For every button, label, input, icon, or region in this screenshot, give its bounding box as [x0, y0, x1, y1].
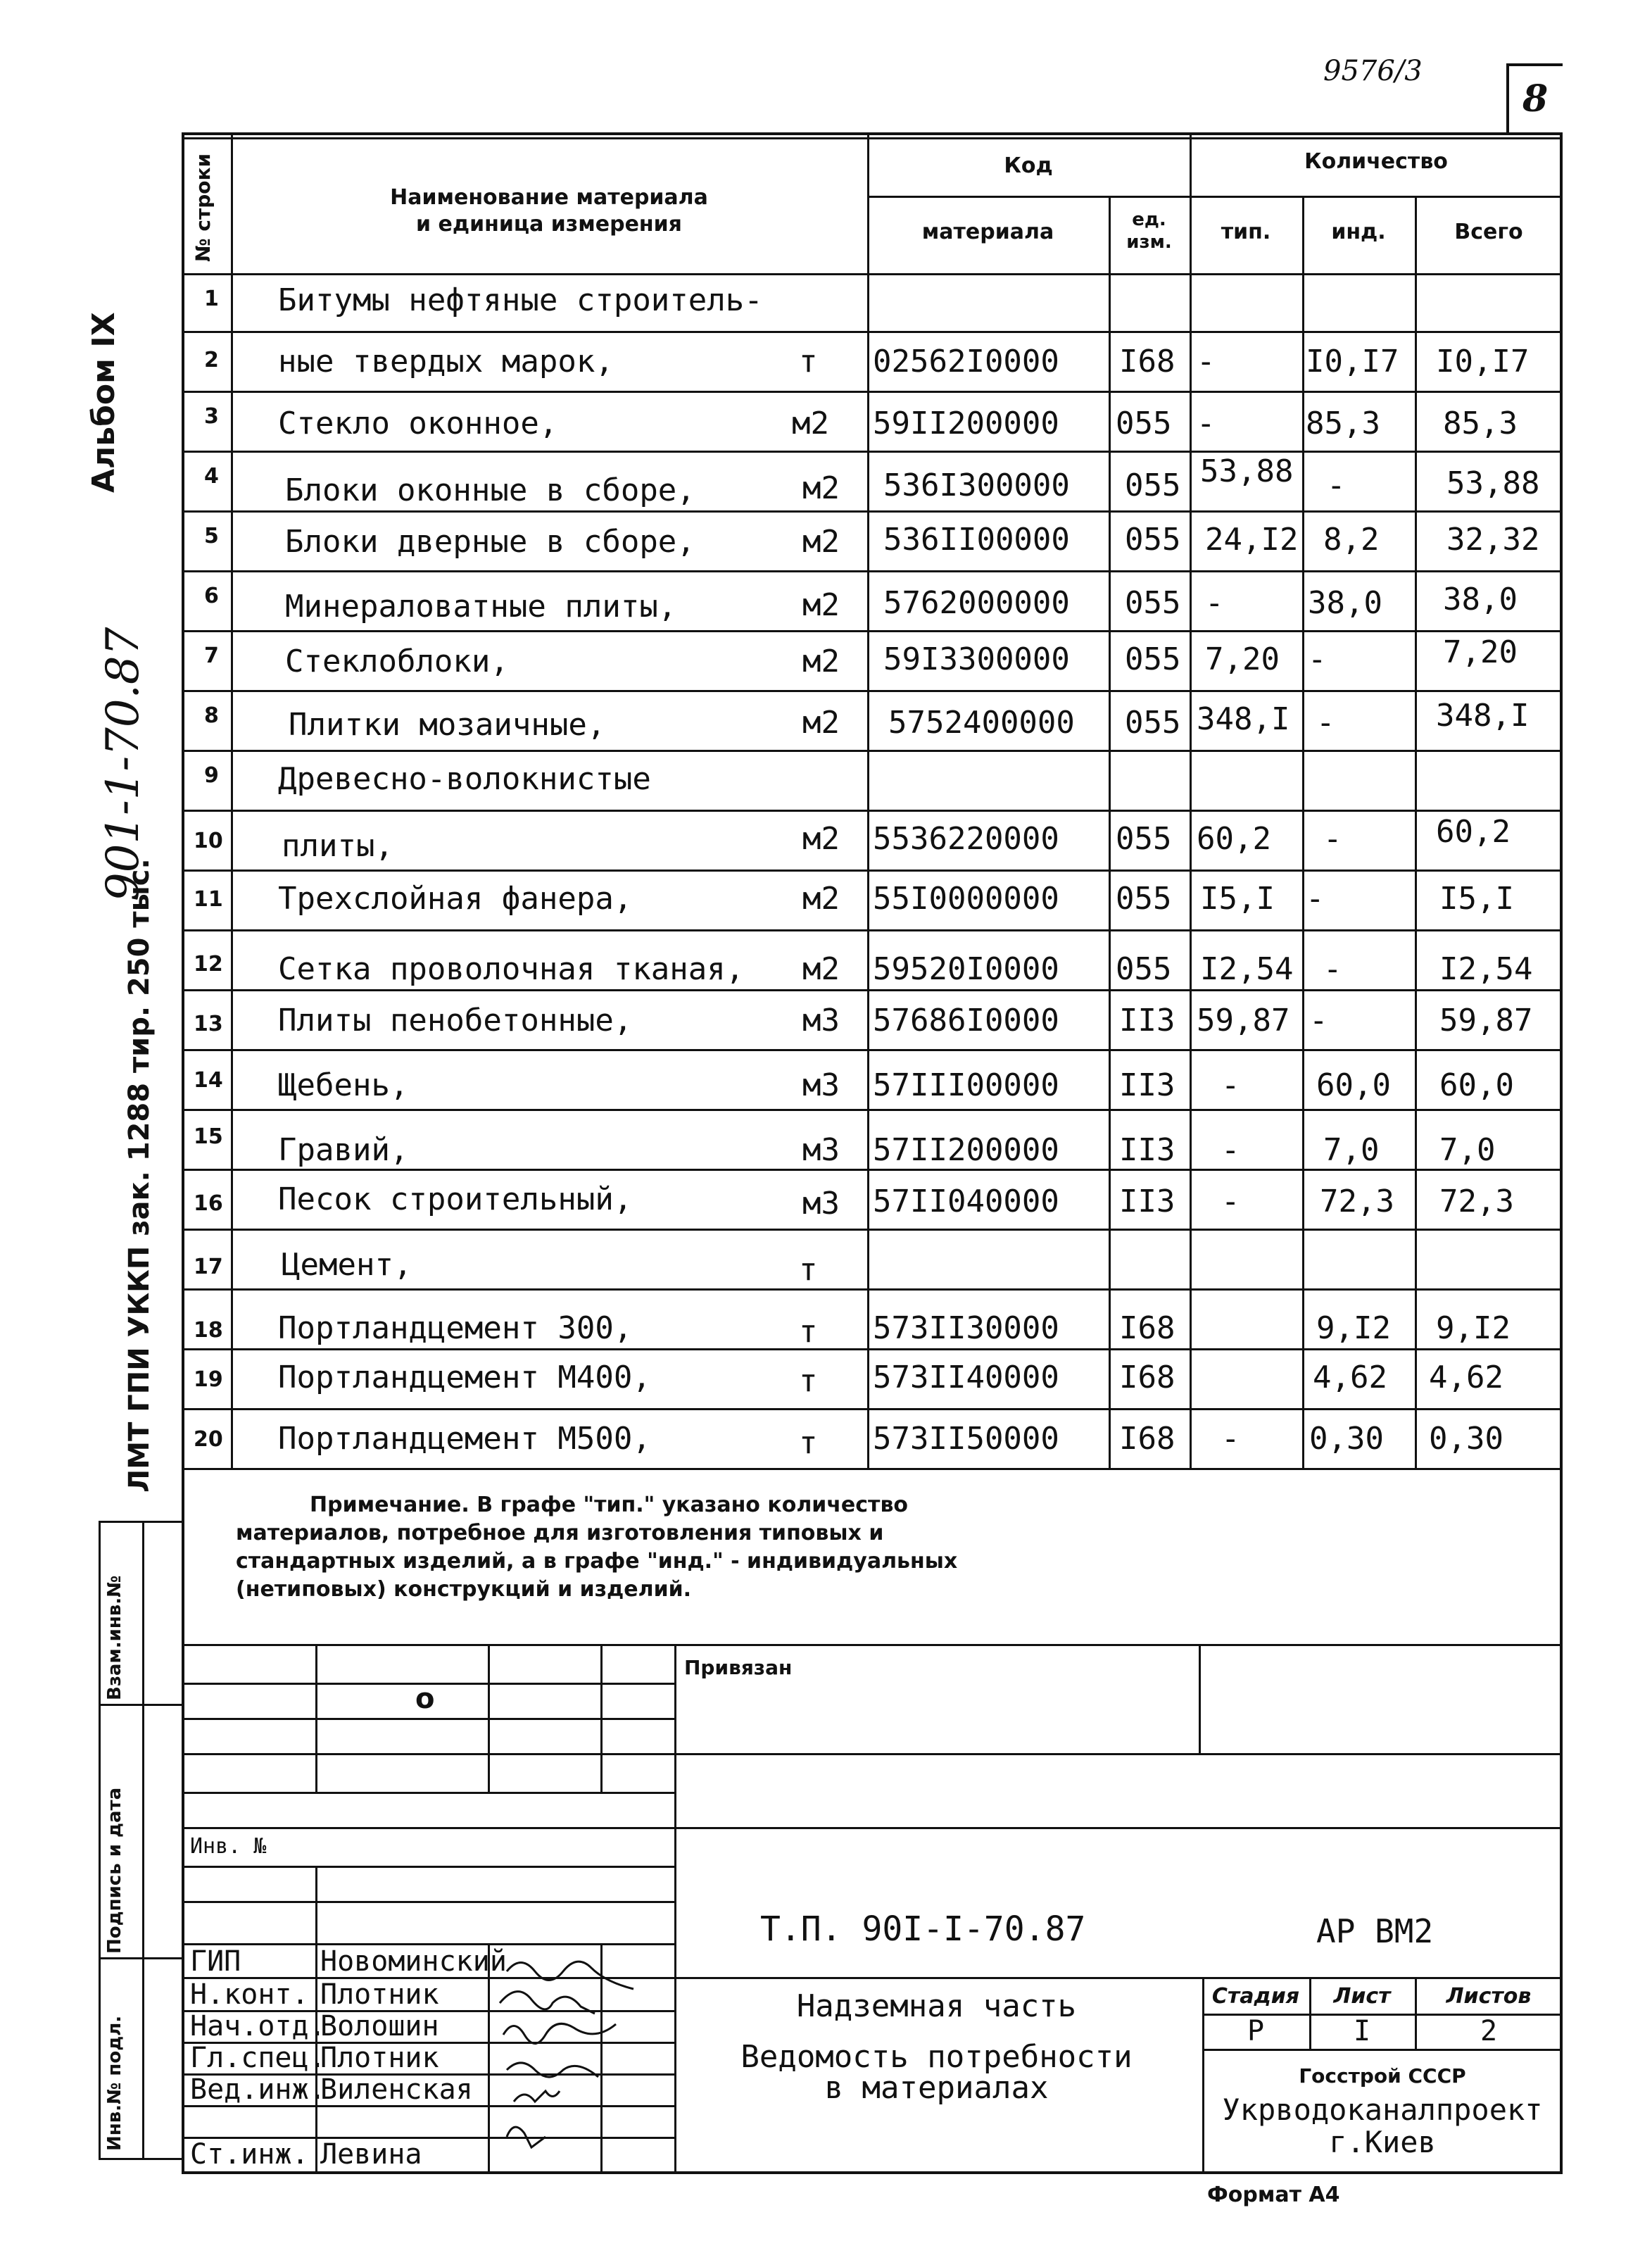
row-code: 573II50000 [873, 1421, 1059, 1457]
stage-value: Р [1247, 2015, 1265, 2047]
row-total: 60,0 [1439, 1067, 1514, 1103]
row-number: 4 [204, 464, 219, 489]
row-unit-code: 055 [1125, 467, 1181, 503]
tp-number: Т.П. 90I-I-70.87 [760, 1909, 1086, 1949]
row-unit-code: II3 [1119, 1067, 1175, 1103]
row-typ: 59,87 [1197, 1003, 1290, 1038]
row-typ: 60,2 [1197, 821, 1271, 857]
row-code: 57II200000 [873, 1132, 1059, 1168]
header-name: Наименование материала и единица измерения [390, 185, 708, 237]
person-role: Гл.спец. [190, 2042, 326, 2074]
note-line: Примечание. В графе "тип." указано количество [310, 1493, 909, 1517]
row-unit-code: 055 [1125, 522, 1181, 558]
row-number: 2 [204, 348, 219, 372]
row-name: Блоки оконные в сборе, [285, 472, 695, 508]
row-number: 15 [194, 1124, 223, 1149]
row-unit-code: II3 [1119, 1132, 1175, 1168]
row-typ: - [1205, 585, 1224, 621]
sheet-corner-number: 8 [1522, 77, 1549, 120]
row-unit-code: 055 [1116, 821, 1172, 857]
row-unit-code: 055 [1125, 705, 1181, 741]
row-unit: м3 [802, 1003, 840, 1038]
row-unit: м2 [802, 821, 840, 857]
person-name: Новоминский [320, 1945, 507, 1978]
row-ind: 60,0 [1316, 1067, 1391, 1103]
row-name: Стеклоблоки, [285, 644, 509, 679]
row-unit: м2 [802, 524, 840, 560]
title-line-1: Надземная часть [796, 1988, 1077, 2024]
row-ind: - [1323, 951, 1342, 987]
person-name: Плотник [320, 2042, 439, 2074]
row-code: 573II30000 [873, 1310, 1059, 1346]
row-number: 5 [204, 524, 219, 548]
row-number: 11 [194, 887, 223, 912]
row-ind: - [1327, 467, 1346, 503]
row-total: 7,0 [1439, 1132, 1496, 1168]
album-label: Альбом IX [86, 312, 122, 493]
row-typ: I2,54 [1200, 951, 1294, 987]
row-typ: - [1197, 406, 1216, 441]
row-ind: 7,0 [1323, 1132, 1380, 1168]
row-total: 0,30 [1429, 1421, 1503, 1457]
doc-number: 9576/3 [1323, 55, 1423, 87]
row-code: 57II040000 [873, 1184, 1059, 1219]
row-total: I2,54 [1439, 951, 1533, 987]
row-number: 13 [194, 1012, 223, 1036]
row-name: Плиты пенобетонные, [278, 1003, 633, 1038]
header-code-unit: ед. изм. [1126, 209, 1172, 253]
row-code: 02562I0000 [873, 344, 1059, 379]
row-number: 1 [204, 287, 219, 311]
row-ind: 4,62 [1313, 1360, 1387, 1395]
row-name: Битумы нефтяные строитель- [278, 282, 763, 318]
row-number: 20 [194, 1427, 223, 1452]
row-number: 7 [204, 644, 219, 668]
row-ind: - [1309, 1003, 1328, 1038]
row-name: Портландцемент М500, [278, 1421, 651, 1457]
row-number: 18 [194, 1318, 223, 1343]
row-unit: т [799, 1252, 818, 1288]
row-ind: 9,I2 [1316, 1310, 1391, 1346]
row-total: 4,62 [1429, 1360, 1503, 1395]
print-info: ЛМТ ГПИ УККП зак. 1288 тир. 250 тыс. [123, 858, 156, 1493]
row-code: 59520I0000 [873, 951, 1059, 987]
title-line-2: Ведомость потребности [740, 2039, 1133, 2075]
sheets-label: Листов [1446, 1984, 1532, 2009]
row-name: Сетка проволочная тканая, [278, 951, 745, 987]
row-total: 53,88 [1446, 465, 1540, 501]
person-role: Нач.отд. [190, 2010, 326, 2042]
row-typ: - [1221, 1132, 1240, 1168]
row-unit: м3 [802, 1132, 840, 1168]
sheet-value: I [1353, 2015, 1371, 2047]
project-number-side: 901-1-70.87 [97, 627, 149, 901]
person-name: Левина [320, 2138, 422, 2171]
header-code: Код [1004, 153, 1053, 178]
person-name: Волошин [320, 2010, 439, 2042]
row-name: Песок строительный, [278, 1181, 633, 1217]
row-code: 536II00000 [883, 522, 1070, 558]
row-ind: 85,3 [1306, 406, 1380, 441]
row-ind: - [1306, 881, 1325, 917]
row-number: 17 [194, 1255, 223, 1279]
note-line: стандартных изделий, а в графе "инд." - индивидуальных [236, 1549, 958, 1574]
format-label: Формат А4 [1207, 2183, 1340, 2207]
row-name: ные твердых марок, [278, 344, 614, 379]
row-code: 573II40000 [873, 1360, 1059, 1395]
header-q-typ: тип. [1221, 220, 1271, 244]
row-typ: 348,I [1197, 701, 1290, 737]
row-unit: м2 [802, 587, 840, 623]
sheets-value: 2 [1480, 2015, 1498, 2047]
row-unit-code: I68 [1119, 1310, 1175, 1346]
signature-scribbles [493, 1943, 676, 2168]
row-ind: - [1323, 821, 1342, 857]
person-role: ГИП [190, 1945, 241, 1978]
vzam-inv-label: Взам.инв.№ [104, 1575, 125, 1700]
row-unit: т [799, 344, 818, 379]
row-name: Цемент, [282, 1247, 412, 1283]
row-number: 9 [204, 763, 219, 788]
row-unit-code: 055 [1125, 641, 1181, 677]
row-number: 6 [204, 584, 219, 608]
row-name: плиты, [282, 828, 393, 864]
row-name: Портландцемент М400, [278, 1360, 651, 1395]
header-q-total: Всего [1454, 220, 1523, 244]
podpis-data-label: Подпись и дата [104, 1787, 125, 1954]
org-city: г.Киев [1329, 2125, 1436, 2159]
row-unit-code: I68 [1119, 1360, 1175, 1395]
row-name: Гравий, [278, 1132, 409, 1168]
row-typ: - [1221, 1067, 1240, 1103]
doc-code: АР ВМ2 [1316, 1912, 1434, 1950]
row-typ: 24,I2 [1205, 522, 1299, 558]
row-ind: 0,30 [1309, 1421, 1384, 1457]
row-unit: м2 [802, 644, 840, 679]
row-name: Портландцемент 300, [278, 1310, 633, 1346]
row-unit: м2 [802, 881, 840, 917]
row-total: I0,I7 [1436, 344, 1530, 379]
row-code: 55I0000000 [873, 881, 1059, 917]
row-name: Древесно-волокнистые [278, 761, 651, 797]
row-total: 32,32 [1446, 522, 1540, 558]
row-code: 57III00000 [873, 1067, 1059, 1103]
row-unit-code: 055 [1125, 585, 1181, 621]
row-name: Стекло оконное, [278, 406, 558, 441]
row-total: 72,3 [1439, 1184, 1514, 1219]
row-name: Минераловатные плиты, [285, 589, 677, 624]
row-code: 536I300000 [883, 467, 1070, 503]
row-unit: м3 [802, 1067, 840, 1103]
org-name: Укрводоканалпроект [1222, 2092, 1543, 2127]
row-total: 85,3 [1443, 406, 1518, 441]
row-code: 59I3300000 [883, 641, 1070, 677]
row-number: 12 [194, 952, 223, 977]
person-role: Ст.инж. [190, 2138, 309, 2171]
circle-mark: о [415, 1683, 435, 1715]
row-unit-code: 055 [1116, 951, 1172, 987]
row-ind: - [1308, 641, 1327, 677]
row-ind: - [1316, 705, 1335, 741]
row-unit-code: II3 [1119, 1184, 1175, 1219]
inv-no-label: Инв. № [190, 1834, 267, 1859]
row-unit: м3 [802, 1186, 840, 1222]
title-line-3: в материалах [824, 2070, 1049, 2106]
row-ind: 72,3 [1320, 1184, 1394, 1219]
row-name: Блоки дверные в сборе, [285, 524, 695, 560]
row-number: 16 [194, 1191, 223, 1216]
row-unit-code: I68 [1119, 1421, 1175, 1457]
row-unit-code: II3 [1119, 1003, 1175, 1038]
row-typ: 53,88 [1200, 453, 1294, 489]
person-role: Н.конт. [190, 1978, 309, 2011]
row-ind: I0,I7 [1306, 344, 1399, 379]
row-unit: м2 [792, 406, 829, 441]
row-ind: 38,0 [1308, 585, 1382, 621]
row-unit: т [799, 1363, 818, 1399]
row-number: 8 [204, 703, 219, 728]
row-number: 10 [194, 829, 223, 853]
row-unit-code: I68 [1119, 344, 1175, 379]
row-number: 14 [194, 1068, 223, 1093]
privyazan-label: Привязан [684, 1656, 793, 1679]
row-typ: 7,20 [1205, 641, 1280, 677]
note-line: материалов, потребное для изготовления типовых и [236, 1521, 884, 1545]
header-row-no: № строки [191, 153, 215, 262]
row-typ: I5,I [1200, 881, 1275, 917]
org-gosstroy: Госстрой СССР [1299, 2064, 1466, 2088]
row-unit: м2 [802, 705, 840, 741]
row-name: Щебень, [278, 1067, 409, 1103]
row-total: I5,I [1439, 881, 1514, 917]
row-code: 59II200000 [873, 406, 1059, 441]
row-unit: м2 [802, 951, 840, 987]
row-total: 60,2 [1436, 814, 1511, 850]
row-unit: т [799, 1314, 818, 1350]
row-typ: - [1221, 1184, 1240, 1219]
row-number: 19 [194, 1367, 223, 1392]
note-line: (нетиповых) конструкций и изделий. [236, 1577, 692, 1602]
row-ind: 8,2 [1323, 522, 1380, 558]
row-total: 9,I2 [1436, 1310, 1511, 1346]
row-unit: м2 [802, 470, 840, 506]
row-code: 57686I0000 [873, 1003, 1059, 1038]
inv-podl-label: Инв.№ подл. [104, 2015, 125, 2151]
row-code: 5762000000 [883, 585, 1070, 621]
row-total: 59,87 [1439, 1003, 1533, 1038]
row-unit-code: 055 [1116, 881, 1172, 917]
row-total: 348,I [1436, 698, 1530, 734]
sheet-label: Лист [1333, 1984, 1391, 2009]
header-q-ind: инд. [1331, 220, 1386, 244]
person-role: Вед.инж. [190, 2073, 326, 2106]
row-total: 7,20 [1443, 634, 1518, 670]
row-number: 3 [204, 404, 219, 429]
row-name: Трехслойная фанера, [278, 881, 633, 917]
header-quantity: Количество [1304, 149, 1448, 174]
person-name: Виленская [320, 2073, 473, 2106]
row-typ: - [1197, 344, 1216, 379]
row-unit: т [799, 1425, 818, 1461]
stage-label: Стадия [1211, 1984, 1300, 2009]
row-typ: - [1221, 1421, 1240, 1457]
row-total: 38,0 [1443, 582, 1518, 617]
row-name: Плитки мозаичные, [289, 707, 606, 743]
person-name: Плотник [320, 1978, 439, 2011]
row-unit-code: 055 [1116, 406, 1172, 441]
row-code: 5752400000 [888, 705, 1075, 741]
row-code: 5536220000 [873, 821, 1059, 857]
header-code-material: материала [921, 220, 1054, 244]
